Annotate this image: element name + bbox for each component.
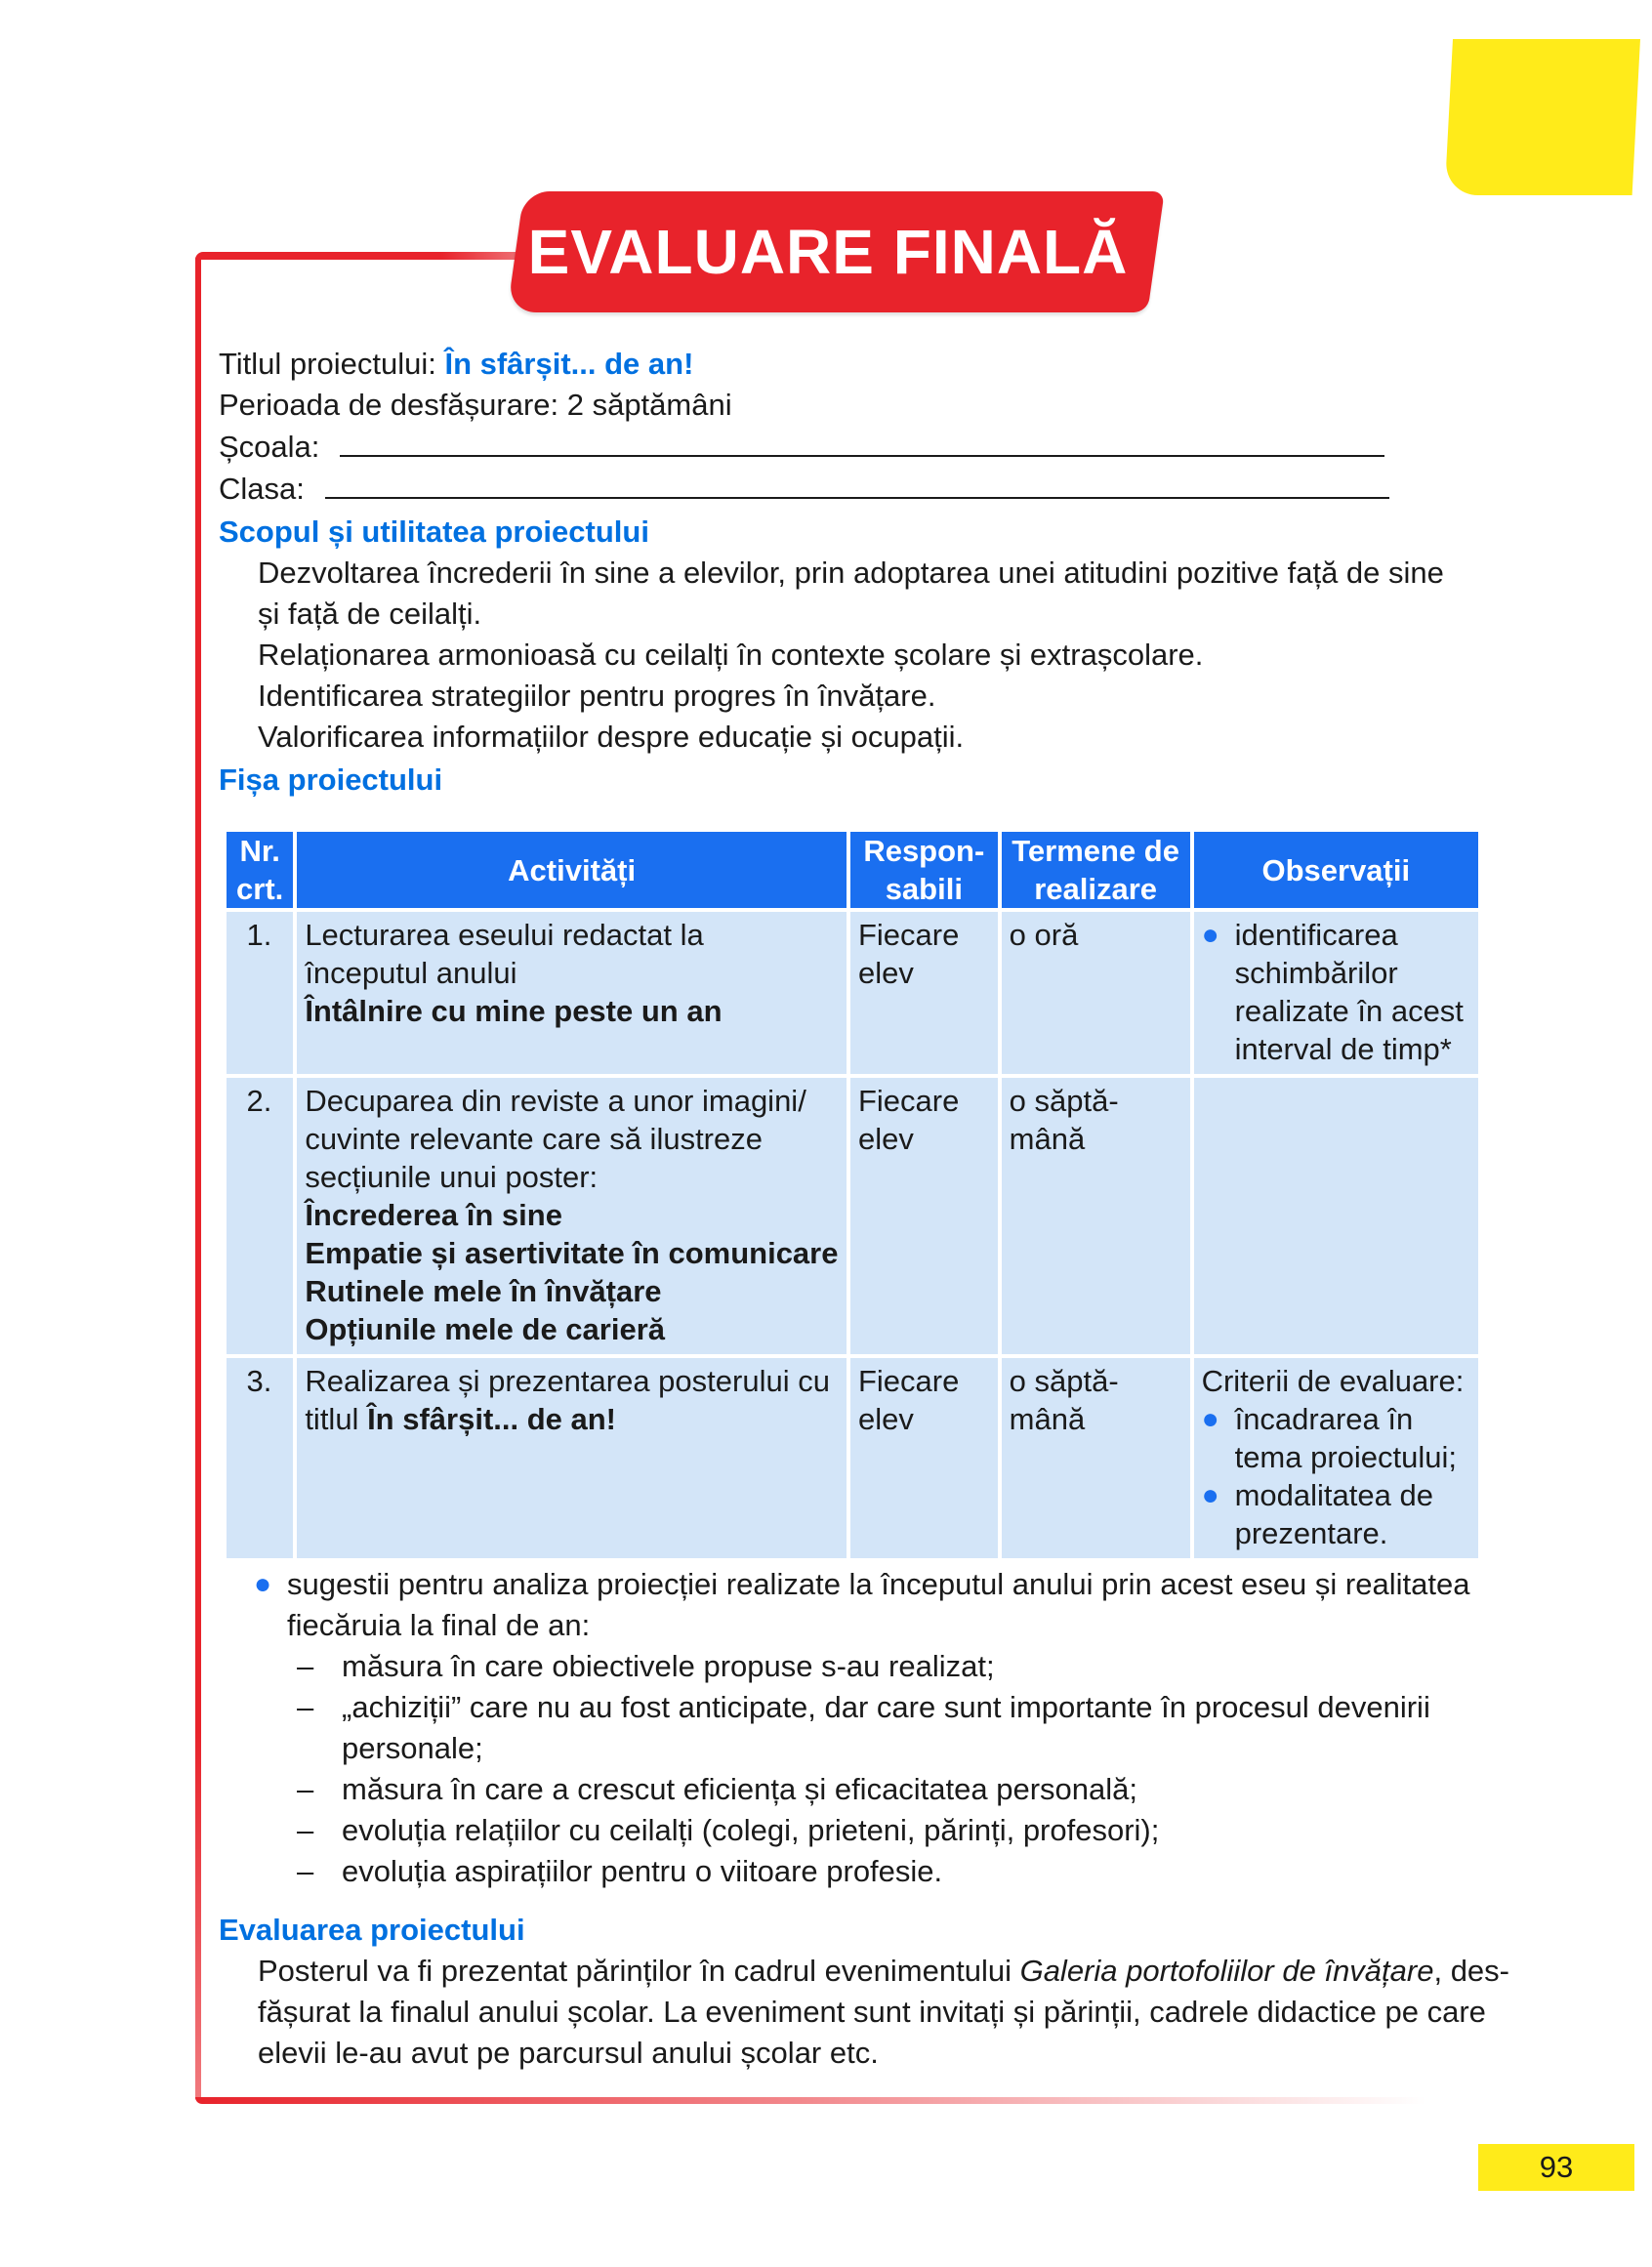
frame-left-border — [195, 256, 201, 2101]
scope-line: Valorificarea informațiilor despre educație și ocupații. — [258, 720, 965, 754]
scope-line: Relaționarea armonioasă cu ceilalți în contexte școlare și extrașcolare. — [258, 638, 1204, 672]
evaluation-heading: Evaluarea proiectului — [219, 1913, 525, 1947]
suggestion-item: – măsura în care a crescut eficiența și eficacitatea personală; — [219, 1769, 1484, 1810]
observations-cell: Criterii de evaluare: ● încadrarea în tema proiectului; ● modalitatea de prezentare. — [1194, 1358, 1478, 1558]
observation-bullet: ● modalitatea de prezentare. — [1201, 1478, 1433, 1550]
table-header-row — [227, 832, 1478, 908]
project-sheet-table — [223, 828, 1482, 1562]
activity-cell: Realizarea și prezentarea posterului cu titlul În sfârșit... de an! — [297, 1358, 847, 1558]
scope-line: Identificarea strategiilor pentru progres în învățare. — [258, 679, 936, 713]
header-observations: Observații — [1194, 832, 1478, 908]
header-responsible: Respon- sabili — [850, 832, 998, 908]
scope-text — [219, 553, 1484, 758]
page-number: 93 — [1478, 2144, 1634, 2191]
class-label: Clasa: — [219, 472, 305, 506]
responsible-cell: Fiecare elev — [850, 1078, 998, 1354]
responsible-cell: Fiecare elev — [850, 912, 998, 1074]
header-nr: Nr. crt. — [227, 832, 293, 908]
suggestions-bullet: ● sugestii pentru analiza proiecției realizate la începutul anului prin acest eseu și realitatea fiecăruia la final de an: — [219, 1564, 1484, 1646]
header-deadlines: Termene de realizare — [1002, 832, 1190, 908]
project-sheet-table-wrap — [223, 828, 1482, 1562]
dash-icon: – — [297, 1854, 314, 1888]
sheet-heading: Fișa proiectului — [219, 763, 443, 797]
observations-cell — [1194, 1078, 1478, 1354]
table-row — [227, 1078, 1478, 1354]
school-field-line — [219, 426, 1484, 468]
row-number: 1. — [227, 912, 293, 1074]
school-field[interactable] — [340, 426, 1384, 457]
table-row — [227, 912, 1478, 1074]
page-title: EVALUARE FINALĂ — [527, 217, 1129, 287]
scope-heading: Scopul și utilitatea proiectului — [219, 515, 649, 549]
bullet-icon: ● — [1201, 1479, 1219, 1511]
activity-cell: Decuparea din reviste a unor imagini/ cuvinte relevante care să ilustreze secțiunile unui poster: Încrederea în sine Empatie și asertivitate în comunicare Rutinele mele în învățare Opțiunile mele de carieră — [297, 1078, 847, 1354]
project-title-label: Titlul proiectului: — [219, 347, 436, 381]
class-field[interactable] — [325, 468, 1389, 499]
frame-top-border — [195, 252, 547, 260]
dash-icon: – — [297, 1649, 314, 1683]
project-title-value: În sfârșit... de an! — [444, 347, 694, 381]
responsible-cell: Fiecare elev — [850, 1358, 998, 1558]
scope-line: și față de ceilalți. — [258, 597, 482, 631]
evaluation-line: fășurat la finalul anului școlar. La eveniment sunt invitați și părinții, cadrele didactice pe care — [258, 1995, 1486, 2029]
row-number: 3. — [227, 1358, 293, 1558]
row-number: 2. — [227, 1078, 293, 1354]
class-field-line — [219, 468, 1484, 510]
observations-cell — [1194, 912, 1478, 1074]
suggestion-item: – evoluția aspirațiilor pentru o viitoare profesie. — [219, 1851, 1484, 1892]
dash-icon: – — [297, 1690, 314, 1724]
school-label: Școala: — [219, 430, 320, 464]
project-title-line — [219, 344, 1484, 385]
header-activities: Activități — [297, 832, 847, 908]
bullet-icon: ● — [1201, 919, 1219, 951]
deadline-cell: o săptă- mână — [1002, 1078, 1190, 1354]
bullet-icon: ● — [1201, 1403, 1219, 1435]
project-info — [219, 344, 1484, 801]
dash-icon: – — [297, 1772, 314, 1806]
bullet-icon: ● — [254, 1568, 272, 1600]
lower-content — [219, 1564, 1509, 2074]
corner-tab-decoration — [1445, 39, 1640, 195]
evaluation-line: elevii le-au avut pe parcursul anului școlar etc. — [258, 2036, 879, 2070]
deadline-cell: o oră — [1002, 912, 1190, 1074]
table-row — [227, 1358, 1478, 1558]
observation-bullet: ● identificarea schimbărilor realizate în acest interval de timp* — [1201, 918, 1464, 1066]
activity-cell: Lecturarea eseului redactat la începutul anului Întâlnire cu mine peste un an — [297, 912, 847, 1074]
observation-bullet: ● încadrarea în tema proiectului; — [1201, 1402, 1458, 1474]
suggestion-item: – evoluția relațiilor cu ceilalți (colegi, prieteni, părinți, profesori); — [219, 1810, 1484, 1851]
scope-line: Dezvoltarea încrederii în sine a elevilor, prin adoptarea unei atitudini pozitive față de sine — [258, 556, 1444, 590]
suggestion-item: – „achiziții” care nu au fost anticipate, dar care sunt importante în procesul devenirii personale; — [219, 1687, 1484, 1769]
evaluation-text — [219, 1951, 1509, 2074]
deadline-cell: o săptă- mână — [1002, 1358, 1190, 1558]
project-period: Perioada de desfășurare: 2 săptămâni — [219, 388, 732, 422]
dash-icon: – — [297, 1813, 314, 1847]
frame-bottom-border — [195, 2097, 1425, 2104]
suggestion-item: – măsura în care obiectivele propuse s-au realizat; — [219, 1646, 1484, 1687]
evaluation-line: Posterul va fi prezentat părinților în cadrul evenimentului Galeria portofoliilor de învățare, des- — [258, 1954, 1509, 1988]
